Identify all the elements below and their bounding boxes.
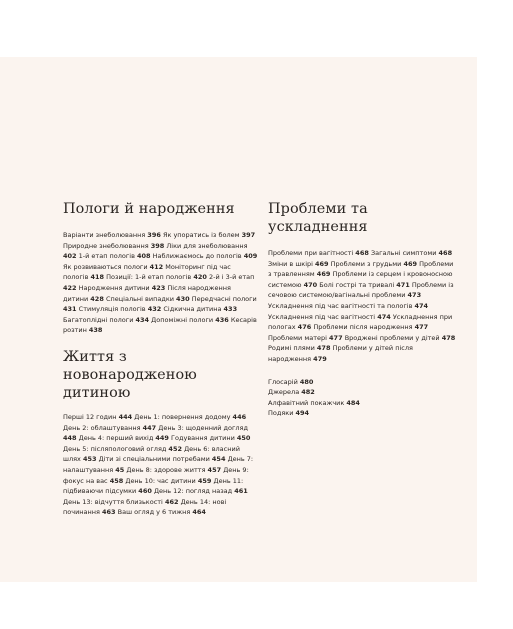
entry-page-number: 459 — [197, 476, 212, 485]
section-title: Життя з новонародженою дитиною — [63, 348, 197, 401]
toc-entry[interactable] — [268, 387, 458, 398]
entry-title: Після народження дитини — [63, 283, 231, 303]
entry-page-number: 458 — [109, 476, 124, 485]
entry-list — [268, 248, 458, 365]
entry-title: Проблеми із серцем і кровоносною системою — [268, 270, 453, 289]
toc-entry[interactable] — [125, 477, 211, 485]
entry-page-number: 433 — [223, 305, 238, 314]
entry-page-number: 45 — [115, 465, 125, 474]
toc-entry[interactable] — [106, 273, 207, 281]
backmatter-list — [268, 377, 458, 419]
entry-title: День 10: час дитини — [125, 476, 198, 485]
entry-page-number: 457 — [207, 465, 222, 474]
toc-entry[interactable] — [268, 313, 391, 321]
entry-title: Проблеми у дітей після народження — [268, 344, 413, 363]
entry-title: День 13: відчуття близькості — [63, 497, 165, 506]
entry-title: Природне знеболювання — [63, 241, 151, 250]
entry-title: Болі гострі та тривалі — [319, 280, 397, 289]
entry-page-number: 436 — [215, 315, 229, 324]
entry-title: День 3: щоденний догляд — [158, 423, 248, 432]
entry-page-number: 397 — [241, 231, 256, 239]
entry-page-number: 476 — [297, 323, 312, 332]
toc-entry[interactable] — [63, 413, 132, 421]
entry-page-number: 448 — [63, 434, 77, 443]
entry-title: Наближаємось до пологів — [152, 252, 244, 261]
entry-list — [63, 412, 258, 518]
toc-entry[interactable] — [163, 305, 237, 313]
toc-entry[interactable] — [268, 398, 458, 409]
entry-title: Ускладнення під час вагітності — [268, 312, 378, 321]
entry-page-number: 434 — [135, 315, 150, 324]
entry-page-number: 482 — [301, 388, 315, 397]
entry-title: Сідкична дитина — [163, 305, 224, 314]
entry-title: Родимі плями — [268, 344, 317, 353]
entry-title: Позиції: 1-й етап пологів — [106, 273, 194, 282]
entry-page-number: 474 — [414, 301, 429, 310]
toc-entry[interactable] — [134, 413, 246, 421]
entry-page-number: 438 — [88, 326, 103, 335]
entry-page-number: 428 — [90, 294, 104, 303]
entry-title: День 7: налаштування — [63, 455, 254, 474]
toc-entry[interactable] — [63, 242, 164, 250]
section-title: Пологи й народження — [63, 201, 235, 217]
entry-title: Допоміжні пологи — [151, 315, 216, 324]
entry-page-number: 480 — [299, 377, 314, 386]
entry-title: День 2: облаштування — [63, 423, 143, 432]
toc-entry[interactable] — [163, 231, 255, 239]
entry-page-number: 468 — [438, 249, 453, 257]
entry-title: Варіанти знеболювання — [63, 231, 148, 239]
entry-title: 2-й і 3-й етап — [208, 273, 255, 282]
entry-title: Джерела — [268, 388, 302, 397]
entry-title: Ускладнення при пологах — [268, 312, 453, 332]
entry-title: Проблеми при вагітності — [268, 249, 356, 257]
entry-page-number: 468 — [355, 249, 369, 257]
toc-entry[interactable] — [63, 263, 163, 271]
entry-page-number: 420 — [193, 273, 207, 282]
entry-title: День 14: нові починання — [63, 497, 227, 517]
toc-entry[interactable] — [268, 408, 458, 419]
entry-page-number: 444 — [118, 412, 133, 421]
entry-title: Проблеми з травленням — [268, 259, 454, 279]
toc-entry[interactable] — [154, 487, 248, 495]
entry-page-number: 423 — [151, 283, 166, 292]
toc-entry[interactable] — [63, 498, 179, 506]
entry-title: Алфавітний покажчик — [268, 398, 347, 407]
entry-title: Проблеми із сечовою системою/вагінальні проблеми — [268, 280, 454, 300]
entry-page-number: 463 — [102, 508, 116, 517]
entry-title: Моніторинг під час пологів — [63, 262, 231, 282]
entry-title: Перші 12 годин — [63, 412, 119, 421]
entry-title: Як розвиваються пологи — [63, 262, 150, 271]
toc-entry[interactable] — [313, 323, 428, 331]
right-column — [268, 200, 458, 419]
entry-page-number: 470 — [303, 280, 318, 289]
entry-page-number: 447 — [142, 423, 157, 432]
entry-title: Зміни в шкірі — [268, 259, 315, 268]
entry-page-number: 477 — [414, 323, 429, 332]
entry-page-number: 422 — [63, 283, 77, 292]
entry-page-number: 454 — [211, 455, 226, 464]
toc-entry[interactable] — [118, 508, 206, 516]
toc-entry[interactable] — [371, 249, 452, 257]
entry-page-number: 402 — [63, 252, 77, 261]
entry-page-number: 431 — [63, 305, 77, 314]
entry-title: Народження дитини — [78, 283, 152, 292]
toc-entry[interactable] — [99, 455, 226, 463]
entry-title: 1-й етап пологів — [78, 252, 137, 261]
toc-entry[interactable] — [268, 302, 428, 310]
toc-entry[interactable] — [153, 252, 258, 260]
entry-title: Ваш огляд у 6 тижня — [117, 508, 193, 517]
entry-list — [63, 230, 258, 336]
entry-title: Проблеми матері — [268, 333, 330, 342]
entry-page-number: 478 — [441, 333, 456, 342]
entry-page-number: 396 — [147, 231, 161, 239]
entry-title: Спеціальні випадки — [105, 294, 177, 303]
toc-entry[interactable] — [268, 344, 330, 352]
entry-page-number: 469 — [315, 259, 329, 268]
entry-page-number: 464 — [192, 508, 206, 517]
toc-entry[interactable] — [268, 260, 329, 268]
toc-entry[interactable] — [268, 377, 458, 388]
entry-title: Як упоратись із болем — [162, 231, 242, 239]
toc-entry[interactable] — [126, 466, 221, 474]
toc-entry[interactable] — [345, 334, 456, 342]
entry-title: Кесарів розтин — [63, 315, 257, 335]
entry-page-number: 450 — [236, 434, 251, 443]
entry-page-number: 460 — [138, 487, 152, 496]
entry-title: Годування дитини — [171, 434, 237, 443]
entry-page-number: 432 — [147, 305, 162, 314]
entry-title: Глосарій — [268, 377, 300, 386]
entry-page-number: 462 — [164, 497, 179, 506]
toc-entry[interactable] — [268, 249, 369, 257]
entry-page-number: 453 — [82, 455, 97, 464]
entry-page-number: 469 — [403, 259, 418, 268]
entry-title: Ускладнення під час вагітності та пологів — [268, 301, 415, 310]
entry-page-number: 449 — [155, 434, 169, 443]
entry-page-number: 471 — [396, 280, 410, 289]
toc-entry[interactable] — [319, 281, 410, 289]
entry-title: День 11: підбиваючи підсумки — [63, 476, 244, 496]
entry-title: Багатоплідні пологи — [63, 315, 136, 324]
entry-title: Ліки для знеболювання — [166, 241, 248, 250]
toc-entry[interactable] — [63, 445, 182, 453]
toc-entry[interactable] — [79, 434, 169, 442]
entry-title: Стимуляція пологів — [78, 305, 148, 314]
entry-page-number: 484 — [346, 398, 360, 407]
entry-title: День 5: післяпологовий огляд — [63, 444, 169, 453]
toc-entry[interactable] — [106, 295, 190, 303]
entry-title: День 6: власний шлях — [63, 444, 240, 464]
entry-title: День 12: погляд назад — [153, 487, 235, 496]
entry-page-number: 474 — [377, 312, 391, 321]
entry-title: День 4: перший вихід — [78, 434, 156, 443]
entry-page-number: 409 — [243, 252, 258, 261]
toc-entry[interactable] — [63, 424, 156, 432]
entry-title: День 8: здорове життя — [126, 465, 208, 474]
section-labor — [63, 200, 258, 336]
entry-page-number: 452 — [168, 444, 182, 453]
left-column — [63, 200, 258, 518]
toc-entry[interactable] — [331, 260, 417, 268]
entry-page-number: 398 — [150, 241, 165, 250]
entry-title: Діти зі спеціальними потребами — [98, 455, 212, 464]
toc-entry[interactable] — [268, 334, 343, 342]
entry-title: Передчасні пологи — [191, 294, 257, 303]
entry-page-number: 408 — [137, 252, 151, 261]
entry-title: Проблеми після народження — [313, 323, 415, 332]
section-problems — [268, 200, 458, 365]
entry-title: Загальні симптоми — [370, 249, 439, 257]
entry-page-number: 477 — [329, 333, 343, 342]
entry-page-number: 479 — [313, 354, 327, 363]
toc-entry[interactable] — [79, 284, 166, 292]
entry-title: День 1: повернення додому — [134, 412, 233, 421]
section-newborn — [63, 348, 258, 518]
entry-page-number: 412 — [149, 262, 164, 271]
entry-title: День 9: фокус на вас — [63, 465, 249, 485]
toc-entry[interactable] — [151, 316, 229, 324]
toc-entry[interactable] — [171, 434, 250, 442]
toc-entry[interactable] — [79, 252, 151, 260]
entry-page-number: 461 — [234, 487, 248, 496]
entry-title: Проблеми з грудьми — [330, 259, 404, 268]
entry-page-number: 473 — [407, 291, 422, 300]
entry-title: Подяки — [268, 409, 296, 418]
section-title: Проблеми та ускладнення — [268, 201, 368, 235]
entry-page-number: 478 — [316, 344, 331, 353]
entry-page-number: 418 — [90, 273, 105, 282]
entry-page-number: 430 — [176, 294, 190, 303]
toc-entry[interactable] — [79, 305, 162, 313]
entry-page-number: 469 — [316, 270, 331, 279]
entry-page-number: 494 — [295, 409, 310, 418]
toc-entry[interactable] — [63, 231, 161, 239]
entry-title: Вроджені проблеми у дітей — [344, 333, 442, 342]
toc-entry[interactable] — [63, 316, 149, 324]
entry-page-number: 446 — [232, 412, 247, 421]
